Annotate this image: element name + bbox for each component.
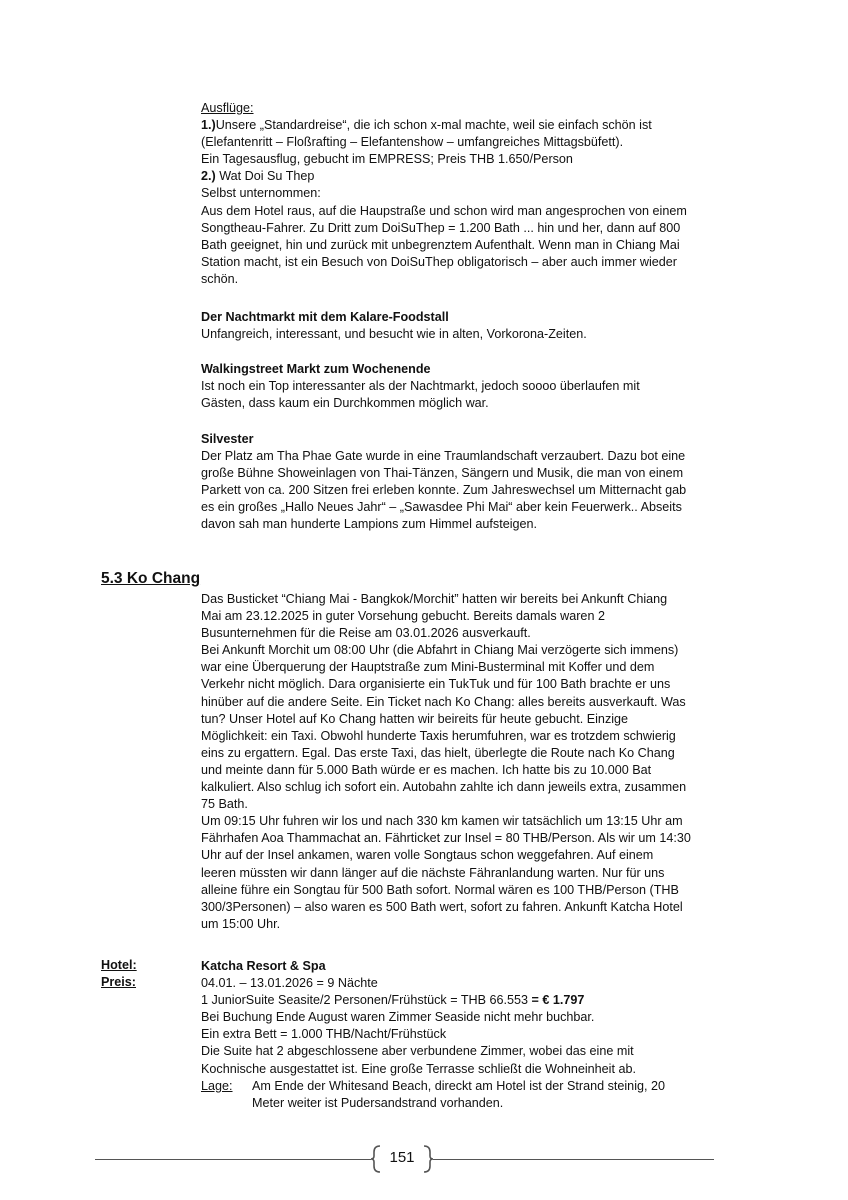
excursion-item-2 bbox=[201, 168, 721, 185]
room-price bbox=[201, 992, 721, 1009]
footer-rule-right bbox=[433, 1159, 714, 1160]
paragraph-line: Gästen, dass kaum ein Durchkommen möglich war. bbox=[201, 396, 489, 411]
footer-rule-left bbox=[95, 1159, 371, 1160]
paragraph-line: Kochnische ausgestattet ist. Eine große Terrasse schließt die Wohneinheit ab. bbox=[201, 1061, 636, 1076]
page-number: 151 bbox=[389, 1149, 415, 1166]
paragraph-line: um 15:00 Uhr. bbox=[201, 916, 281, 931]
walking-street-section bbox=[201, 361, 721, 412]
paragraph-line: Aus dem Hotel raus, auf die Haupstraße und schon wird man angesprochen von einem bbox=[201, 203, 687, 218]
paragraph-line: Mai am 23.12.2025 in guter Vorsehung gebucht. Bereits damals waren 2 bbox=[201, 609, 605, 624]
paragraph-line: war eine Überquerung der Hauptstraße zum Mini-Busterminal mit Koffer und dem bbox=[201, 660, 655, 675]
paragraph-line: hinüber auf die andere Seite. Ein Ticket nach Ko Chang: alles bereits ausverkauft. Was bbox=[201, 694, 686, 709]
page-number-box bbox=[370, 1143, 434, 1175]
item-1-line-3: Ein Tagesausflug, gebucht im EMPRESS; Preis THB 1.650/Person bbox=[201, 152, 573, 167]
paragraph-line: es ein großes „Hallo Neues Jahr“ – „Sawasdee Phi Mai“ aber kein Feuerwerk.. Abseits bbox=[201, 500, 682, 515]
night-market-text: Unfangreich, interessant, und besucht wie in alten, Vorkorona-Zeiten. bbox=[201, 327, 587, 342]
paragraph-line: tun? Unser Hotel auf Ko Chang hatten wir beireits für heute gebucht. Einzige bbox=[201, 711, 629, 726]
hotel-name: Katcha Resort & Spa bbox=[201, 959, 326, 973]
item-1-number: 1.) bbox=[201, 118, 216, 133]
night-market-heading: Der Nachtmarkt mit dem Kalare-Foodstall bbox=[201, 310, 449, 324]
paragraph-line: Bei Ankunft Morchit um 08:00 Uhr (die Abfahrt in Chiang Mai verzögerte sich immens) bbox=[201, 643, 679, 658]
paragraph-line: Parkett von ca. 200 Sitzen frei erleben konnte. Zum Jahreswechsel um Mitternacht gab bbox=[201, 483, 687, 498]
night-market-section bbox=[201, 309, 721, 343]
paragraph-line: schön. bbox=[201, 271, 239, 286]
paragraph-line: Ist noch ein Top interessanter als der Nachtmarkt, jedoch soooo überlaufen mit bbox=[201, 379, 640, 394]
paragraph-line: Songtheau-Fahrer. Zu Dritt zum DoiSuThep = 1.200 Bath ... hin und her, dann auf 800 bbox=[201, 220, 681, 235]
paragraph-line: Bei Buchung Ende August waren Zimmer Seaside nicht mehr buchbar. bbox=[201, 1010, 595, 1025]
walking-street-heading: Walkingstreet Markt zum Wochenende bbox=[201, 362, 431, 376]
excursions-heading: Ausflüge: bbox=[201, 101, 254, 115]
excursion-item-1 bbox=[201, 117, 721, 134]
paragraph-line: große Bühne Showeinlagen von Thai-Tänzen, Sängern und Musik, die man von einem bbox=[201, 466, 684, 481]
item-1-line-2: (Elefantenritt – Floßrafting – Elefantenshow – umfangreiches Mittagsbüfett). bbox=[201, 135, 624, 150]
item-2-number: 2.) bbox=[201, 169, 216, 184]
paragraph-line: Um 09:15 Uhr fuhren wir los und nach 330 km kamen wir tatsächlich um 13:15 Uhr am bbox=[201, 814, 683, 829]
location-text: Am Ende der Whitesand Beach, direckt am Hotel ist der Strand steinig, 20 bbox=[252, 1078, 665, 1093]
paragraph-line: kalkuliert. Also schlug ich sofort ein. Autobahn zahlte ich dann jeweils extra, zusammen bbox=[201, 780, 687, 795]
paragraph-line: Möglichkeit: ein Taxi. Obwohl hunderte Taxis herumfuhren, war es trotzdem schwierig bbox=[201, 728, 676, 743]
location-line bbox=[201, 1078, 721, 1095]
item-2-title: Wat Doi Su Thep bbox=[215, 169, 315, 184]
location-text-2: Meter weiter ist Pudersandstrand vorhanden. bbox=[252, 1095, 504, 1110]
silvester-heading: Silvester bbox=[201, 432, 254, 446]
paragraph-line: Der Platz am Tha Phae Gate wurde in eine Traumlandschaft verzaubert. Dazu bot eine bbox=[201, 449, 686, 464]
price-label: Preis: bbox=[101, 975, 137, 989]
paragraph-line: eins zu ergattern. Egal. Das erste Taxi, das hielt, überlegte die Route nach Ko Chang bbox=[201, 745, 675, 760]
self-organized-label: Selbst unternommen: bbox=[201, 186, 321, 201]
paragraph-line: Bath geeignet, hin und zurück mit unbegrenztem Aufenthalt. Wenn man in Chiang Mai bbox=[201, 237, 680, 252]
paragraph-line: Uhr auf der Insel ankamen, waren volle Songtaus schon weggefahren. Auf einem bbox=[201, 848, 654, 863]
paragraph-line: und meinte dann für 5.000 Bath würde er es machen. Ich hatte bis zu 10.000 Bat bbox=[201, 762, 652, 777]
paragraph-line: Ein extra Bett = 1.000 THB/Nacht/Frühstück bbox=[201, 1027, 447, 1042]
paragraph-line: 75 Bath. bbox=[201, 797, 248, 812]
location-label: Lage: bbox=[201, 1078, 233, 1093]
paragraph-line: Busunternehmen für die Reise am 03.01.2026 ausverkauft. bbox=[201, 626, 531, 641]
room-total: = € 1.797 bbox=[531, 993, 585, 1008]
paragraph-line: alleine führe ein Songtau für 500 Bath sofort. Normal wären es 100 THB/Person (THB bbox=[201, 882, 679, 897]
paragraph-line: Verkehr nicht möglich. Dara organisierte ein TukTuk und für 100 Bath brachte er uns bbox=[201, 677, 671, 692]
hotel-label: Hotel: bbox=[101, 958, 137, 972]
item-1-text: Unsere „Standardreise“, die ich schon x-mal machte, weil sie einfach schön ist bbox=[215, 118, 652, 133]
hotel-section bbox=[201, 958, 721, 1112]
room-description: 1 JuniorSuite Seasite/2 Personen/Frühstück = THB 66.553 bbox=[201, 993, 532, 1008]
paragraph-line: Die Suite hat 2 abgeschlossene aber verbundene Zimmer, wobei das eine mit bbox=[201, 1044, 634, 1059]
paragraph-line: leeren müssten wir dann länger auf die nächste Fähranlandung warten. Nur für uns bbox=[201, 865, 665, 880]
paragraph-line: Das Busticket “Chiang Mai - Bangkok/Morchit” hatten wir bereits bei Ankunft Chiang bbox=[201, 592, 668, 606]
paragraph-line: Station macht, ist ein Besuch von DoiSuThep obligatorisch – aber auch immer wieder bbox=[201, 254, 678, 269]
ko-chang-section bbox=[201, 591, 721, 933]
hotel-dates: 04.01. – 13.01.2026 = 9 Nächte bbox=[201, 976, 378, 991]
paragraph-line: davon sah man hunderte Lampions zum Himmel aufsteigen. bbox=[201, 517, 538, 532]
section-heading-ko-chang: 5.3 Ko Chang bbox=[101, 570, 201, 587]
paragraph-line: 300/3Personen) – also waren es 500 Bath wert, sofort zu fahren. Ankunft Katcha Hotel bbox=[201, 899, 683, 914]
excursions-section bbox=[201, 100, 721, 288]
paragraph-line: Fährhafen Aoa Thammachat an. Fährticket zur Insel = 80 THB/Person. Als wir um 14:30 bbox=[201, 831, 691, 846]
silvester-section bbox=[201, 431, 721, 534]
